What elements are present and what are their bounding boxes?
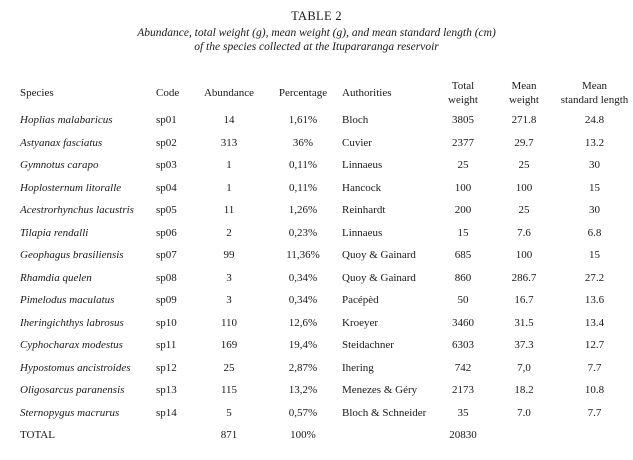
cell-code: sp11 (156, 339, 177, 352)
cell-percentage: 0,11% (288, 159, 317, 172)
cell-mean-length: 6.8 (587, 226, 602, 239)
cell-total-weight: 685 (454, 249, 472, 262)
cell-percentage: 12,6% (288, 316, 318, 329)
cell-species: Iheringichthys labrosus (20, 316, 124, 329)
header-total-weight-line-2: weight (448, 94, 478, 106)
cell-abundance: 313 (220, 136, 238, 149)
cell-mean-weight: 29.7 (514, 136, 534, 149)
cell-mean-length: 30 (589, 204, 600, 217)
table-row (20, 402, 630, 425)
cell-mean-length: 13.2 (584, 136, 605, 149)
cell-authority: Linnaeus (342, 159, 383, 172)
cell-percentage: 36% (292, 136, 314, 149)
cell-mean-weight: 16.7 (514, 294, 534, 307)
cell-abundance: 3 (226, 271, 232, 284)
cell-authority: Ihering (342, 361, 374, 374)
cell-mean-weight: 18.2 (514, 384, 534, 397)
table-row (20, 177, 630, 200)
header-code: Code (156, 87, 180, 99)
cell-species: Gymnotus carapo (20, 159, 99, 172)
species-table (20, 77, 630, 447)
cell-authority: Pacépèd (342, 294, 379, 307)
table-body (20, 109, 630, 424)
cell-authority: Steidachner (342, 339, 394, 352)
header-mean-length-line-1: Mean (581, 80, 608, 92)
total-code-empty (156, 424, 194, 447)
cell-mean-length: 12.7 (584, 339, 605, 352)
header-mean-weight (489, 77, 559, 109)
cell-authority: Reinhardt (342, 204, 386, 217)
cell-total-weight: 2377 (452, 136, 474, 149)
cell-authority: Bloch & Schneider (342, 406, 427, 419)
cell-percentage: 19,4% (288, 339, 318, 352)
cell-total-weight: 860 (454, 271, 472, 284)
cell-total-weight: 25 (457, 159, 469, 172)
cell-total-weight: 15 (457, 226, 469, 239)
cell-species: Geophagus brasiliensis (20, 249, 124, 262)
table-title: TABLE 2 (291, 9, 342, 23)
cell-code: sp06 (156, 226, 177, 239)
cell-code: sp02 (156, 136, 177, 149)
total-label: TOTAL (20, 429, 55, 442)
cell-species: Tilapia rendalli (20, 226, 89, 239)
cell-mean-weight: 25 (518, 159, 530, 172)
cell-percentage: 11,36% (286, 249, 320, 262)
cell-code: sp05 (156, 204, 177, 217)
total-abundance: 871 (220, 429, 238, 442)
cell-mean-length: 15 (589, 181, 600, 194)
cell-total-weight: 35 (457, 406, 469, 419)
table-row (20, 199, 630, 222)
cell-code: sp03 (156, 159, 177, 172)
header-row (20, 77, 630, 109)
table-row (20, 154, 630, 177)
cell-mean-length: 30 (589, 159, 600, 172)
cell-code: sp14 (156, 406, 177, 419)
table-row (20, 109, 630, 132)
cell-percentage: 2,87% (288, 361, 318, 374)
cell-percentage: 0,11% (288, 181, 317, 194)
cell-mean-length: 24.8 (584, 114, 605, 127)
cell-mean-weight: 271.8 (511, 114, 537, 127)
cell-percentage: 0,23% (288, 226, 318, 239)
cell-total-weight: 3805 (452, 114, 474, 127)
total-mean-length-empty (559, 424, 630, 447)
header-abundance: Abundance (203, 87, 255, 99)
cell-authority: Quoy & Gainard (342, 249, 416, 262)
cell-abundance: 1 (226, 181, 232, 194)
cell-species: Cyphocharax modestus (20, 339, 123, 352)
cell-authority: Quoy & Gainard (342, 271, 416, 284)
cell-mean-length: 10.8 (584, 384, 605, 397)
cell-code: sp08 (156, 271, 177, 284)
cell-percentage: 0,57% (288, 406, 318, 419)
table-row (20, 289, 630, 312)
cell-mean-length: 15 (589, 249, 600, 262)
total-row (20, 424, 630, 447)
cell-code: sp09 (156, 294, 177, 307)
header-mean-weight-line-2: weight (509, 94, 539, 106)
total-percentage: 100% (290, 429, 316, 442)
cell-code: sp12 (156, 361, 177, 374)
header-total-weight (437, 77, 489, 109)
cell-code: sp07 (156, 249, 177, 262)
cell-abundance: 110 (220, 316, 238, 329)
cell-percentage: 0,34% (288, 294, 318, 307)
cell-mean-weight: 7.0 (517, 406, 531, 419)
cell-abundance: 99 (223, 249, 235, 262)
header-authorities: Authorities (342, 87, 392, 99)
cell-code: sp10 (156, 316, 177, 329)
cell-percentage: 0,34% (288, 271, 318, 284)
cell-mean-weight: 7.6 (517, 226, 531, 239)
header-total-weight-line-1: Total (451, 80, 475, 92)
cell-abundance: 25 (223, 361, 235, 374)
cell-total-weight: 2173 (452, 384, 474, 397)
cell-species: Hoplosternum litoralle (20, 181, 122, 194)
caption-line-2: of the species collected at the Itupararanga reservoir (194, 41, 439, 53)
table-row (20, 132, 630, 155)
cell-abundance: 14 (223, 114, 235, 127)
cell-mean-weight: 37.3 (514, 339, 534, 352)
table-row (20, 244, 630, 267)
table-row (20, 379, 630, 402)
header-species: Species (20, 87, 54, 99)
cell-abundance: 5 (226, 406, 232, 419)
cell-authority: Cuvier (342, 136, 372, 149)
cell-code: sp01 (156, 114, 177, 127)
cell-code: sp04 (156, 181, 177, 194)
total-authority-empty (342, 424, 437, 447)
caption-line-1: Abundance, total weight (g), mean weight (g), and mean standard length (cm) (137, 27, 496, 39)
header-mean-weight-line-1: Mean (511, 80, 537, 92)
cell-percentage: 1,61% (288, 114, 318, 127)
cell-total-weight: 742 (454, 361, 472, 374)
cell-abundance: 115 (220, 384, 238, 397)
cell-mean-length: 13.4 (584, 316, 605, 329)
cell-mean-length: 13.6 (584, 294, 605, 307)
cell-authority: Linnaeus (342, 226, 383, 239)
total-mean-weight-empty (489, 424, 559, 447)
cell-mean-weight: 25 (518, 204, 530, 217)
cell-total-weight: 200 (454, 204, 472, 217)
cell-mean-weight: 31.5 (514, 316, 534, 329)
cell-species: Astyanax fasciatus (20, 136, 103, 149)
cell-authority: Bloch (342, 114, 369, 127)
table-row (20, 357, 630, 380)
cell-species: Pimelodus maculatus (20, 294, 115, 307)
cell-abundance: 1 (226, 159, 232, 172)
cell-mean-weight: 286.7 (511, 271, 537, 284)
cell-code: sp13 (156, 384, 177, 397)
cell-abundance: 2 (226, 226, 232, 239)
cell-species: Rhamdia quelen (20, 271, 92, 284)
cell-species: Hoplias malabaricus (20, 114, 113, 127)
cell-species: Acestrorhynchus lacustris (20, 204, 134, 217)
cell-percentage: 13,2% (288, 384, 318, 397)
cell-abundance: 169 (220, 339, 238, 352)
header-percentage: Percentage (278, 87, 328, 99)
cell-mean-length: 27.2 (584, 271, 605, 284)
total-total-weight: 20830 (449, 429, 477, 442)
cell-authority: Hancock (342, 181, 382, 194)
header-mean-length (559, 77, 630, 109)
cell-total-weight: 3460 (452, 316, 474, 329)
cell-species: Sternopygus macrurus (20, 406, 120, 419)
table-row (20, 312, 630, 335)
cell-total-weight: 100 (454, 181, 472, 194)
cell-authority: Menezes & Géry (342, 384, 418, 397)
cell-mean-weight: 100 (515, 249, 533, 262)
cell-percentage: 1,26% (288, 204, 318, 217)
cell-mean-length: 7.7 (587, 361, 602, 374)
cell-mean-length: 7.7 (587, 406, 602, 419)
cell-species: Hypostomus ancistroides (20, 361, 131, 374)
cell-total-weight: 50 (457, 294, 469, 307)
cell-total-weight: 6303 (452, 339, 474, 352)
cell-authority: Kroeyer (342, 316, 379, 329)
table-row (20, 222, 630, 245)
cell-abundance: 3 (226, 294, 232, 307)
cell-mean-weight: 7,0 (517, 361, 531, 374)
cell-abundance: 11 (223, 204, 235, 217)
table-caption (0, 26, 633, 54)
table-row (20, 267, 630, 290)
header-mean-length-line-2: standard length (560, 94, 629, 106)
cell-mean-weight: 100 (515, 181, 533, 194)
cell-species: Oligosarcus paranensis (20, 384, 125, 397)
table-row (20, 334, 630, 357)
